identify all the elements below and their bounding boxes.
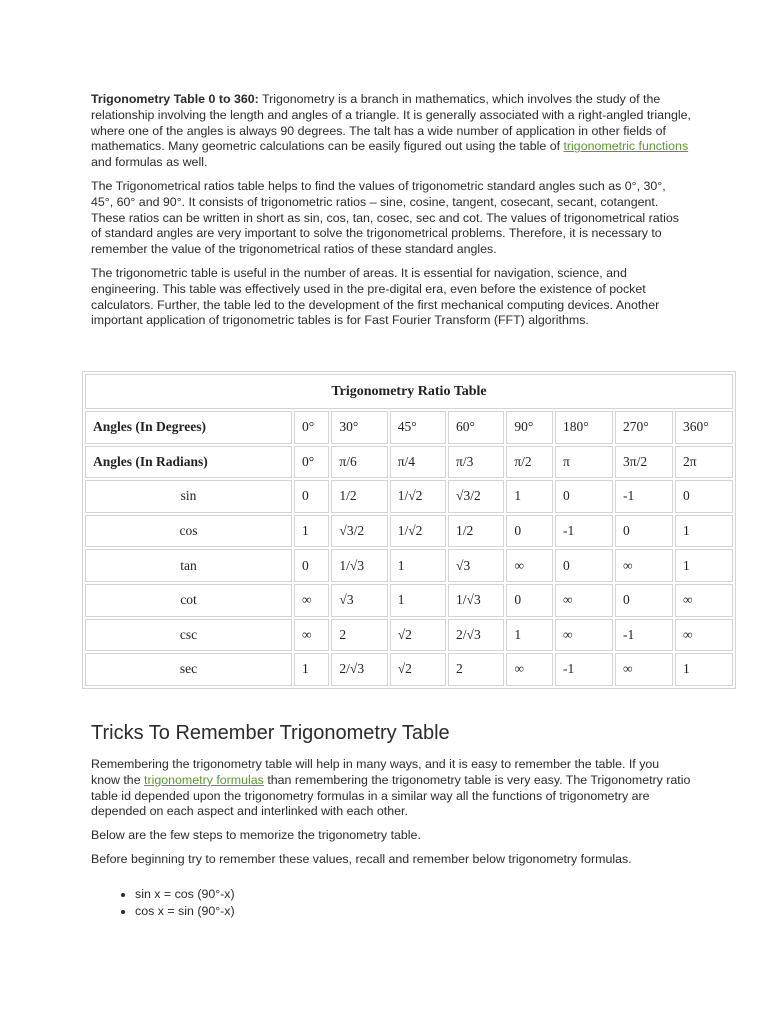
value-cell: ∞ — [294, 619, 329, 652]
value-cell: 2/√3 — [448, 619, 504, 652]
value-cell: √3 — [448, 549, 504, 582]
tricks-heading: Tricks To Remember Trigonometry Table — [91, 722, 450, 744]
trigonometry-formulas-link[interactable]: trigonometry formulas — [144, 772, 264, 787]
trig-table-container — [82, 371, 736, 689]
value-cell: 1/2 — [448, 515, 504, 548]
value-cell: 0 — [506, 515, 553, 548]
tricks-paragraph-3: Before beginning try to remember these values, recall and remember below trigonometry formulas. — [91, 851, 632, 866]
value-cell: -1 — [555, 515, 613, 548]
value-cell: ∞ — [506, 653, 553, 686]
table-row — [85, 549, 733, 582]
value-cell: 0 — [675, 480, 733, 513]
tricks-text-b: than remembering the trigonometry table is very easy. The Trigonometry ratio table id depended upon the trigonometry formulas in a similar way all the functions of trigonometry are depended on each aspect and interlinked with each other. — [91, 772, 691, 819]
intro-paragraph-1 — [91, 92, 691, 171]
degree-cell: 30° — [331, 411, 387, 444]
intro-paragraph-3: The trigonometric table is useful in the number of areas. It is essential for navigation, science, and engineering. This table was effectively used in the pre-digital era, even before the existence of pocket calculators. Further, the table led to the development of the first mechanical computing devices. Another important application of trigonometric tables is for Fast Fourier Transform (FFT) algorithms. — [91, 265, 660, 328]
degrees-row — [85, 411, 733, 444]
trigonometric-functions-link[interactable]: trigonometric functions — [563, 139, 689, 154]
radian-cell: π — [555, 446, 613, 479]
radian-cell: π/3 — [448, 446, 504, 479]
value-cell: 1/√3 — [331, 549, 387, 582]
value-cell: ∞ — [615, 549, 673, 582]
radian-cell: 3π/2 — [615, 446, 673, 479]
value-cell: 0 — [615, 515, 673, 548]
radians-row — [85, 446, 733, 479]
value-cell: 1/√2 — [390, 480, 446, 513]
intro-text-a: Trigonometry is a branch in mathematics, which involves the study of the relationship involving the length and angles of a triangle. It is generally associated with a right-angled triangle, where one of the angles is always 90 degrees. The talt has a wide number of application in other fields of mathematics. Many geometric calculations can be easily figured out using the table of — [91, 92, 691, 154]
table-row — [85, 653, 733, 686]
value-cell: ∞ — [675, 619, 733, 652]
value-cell: -1 — [615, 480, 673, 513]
intro-lead-bold: Trigonometry Table 0 to 360: — [91, 92, 259, 106]
list-item: • sin x = cos (90°-x) — [135, 886, 691, 903]
value-cell: 0 — [615, 584, 673, 617]
value-cell: √2 — [390, 653, 446, 686]
intro-paragraph-2: The Trigonometrical ratios table helps to find the values of trigonometric standard angles such as 0°, 30°, 45°, 60° and 90°. It consists of trigonometric ratios – sine, cosine, tangent, cosecant, secant, cotangent. These ratios can be written in short as sin, cos, tan, cosec, sec and cot. The values of trigonometrical ratios of standard angles are very important to solve the trigonometrical problems. Therefore, it is necessary to remember the value of the trigonometrical ratios of these standard angles. — [91, 178, 679, 257]
degree-cell: 0° — [294, 411, 329, 444]
value-cell: √3 — [331, 584, 387, 617]
value-cell: 1/√2 — [390, 515, 446, 548]
tricks-paragraph-2: Below are the few steps to memorize the trigonometry table. — [91, 828, 421, 843]
value-cell: 0 — [555, 480, 613, 513]
function-label: cot — [85, 584, 292, 617]
intro-section — [91, 92, 691, 337]
radian-cell: π/6 — [331, 446, 387, 479]
value-cell: 2/√3 — [331, 653, 387, 686]
degree-cell: 360° — [675, 411, 733, 444]
value-cell: 1 — [675, 549, 733, 582]
value-cell: 0 — [555, 549, 613, 582]
value-cell: ∞ — [675, 584, 733, 617]
radians-label: Angles (In Radians) — [85, 446, 292, 479]
value-cell: -1 — [615, 619, 673, 652]
function-label: csc — [85, 619, 292, 652]
value-cell: ∞ — [615, 653, 673, 686]
radian-cell: π/2 — [506, 446, 553, 479]
function-label: tan — [85, 549, 292, 582]
value-cell: 1 — [294, 515, 329, 548]
radian-cell: 0° — [294, 446, 329, 479]
value-cell: 0 — [294, 549, 329, 582]
table-title: Trigonometry Ratio Table — [85, 374, 733, 409]
radian-cell: 2π — [675, 446, 733, 479]
value-cell: 1/√3 — [448, 584, 504, 617]
value-cell: 2 — [331, 619, 387, 652]
function-label: cos — [85, 515, 292, 548]
tricks-text-a: Remembering the trigonometry table will help in many ways, and it is easy to remember the table. If you know the — [91, 757, 660, 787]
intro-text-b: and formulas as well. — [91, 155, 208, 170]
value-cell: √2 — [390, 619, 446, 652]
table-row — [85, 480, 733, 513]
value-cell: 1 — [506, 480, 553, 513]
table-row — [85, 515, 733, 548]
value-cell: -1 — [555, 653, 613, 686]
value-cell: 1 — [390, 549, 446, 582]
radian-cell: π/4 — [390, 446, 446, 479]
value-cell: ∞ — [506, 549, 553, 582]
value-cell: 1 — [390, 584, 446, 617]
value-cell: √3/2 — [448, 480, 504, 513]
value-cell: 0 — [294, 480, 329, 513]
value-cell: 1 — [294, 653, 329, 686]
value-cell: 1 — [506, 619, 553, 652]
function-label: sec — [85, 653, 292, 686]
value-cell: 1 — [675, 515, 733, 548]
tricks-paragraph-1 — [91, 757, 691, 820]
degree-cell: 90° — [506, 411, 553, 444]
list-item: • cos x = sin (90°-x) — [135, 903, 691, 920]
formula-list — [91, 886, 691, 920]
value-cell: 1/2 — [331, 480, 387, 513]
value-cell: ∞ — [555, 584, 613, 617]
degree-cell: 60° — [448, 411, 504, 444]
function-label: sin — [85, 480, 292, 513]
value-cell: 2 — [448, 653, 504, 686]
value-cell: 0 — [506, 584, 553, 617]
table-row — [85, 584, 733, 617]
table-title-row — [85, 374, 733, 409]
value-cell: ∞ — [555, 619, 613, 652]
value-cell: 1 — [675, 653, 733, 686]
tricks-section — [91, 757, 691, 920]
degree-cell: 180° — [555, 411, 613, 444]
table-row — [85, 619, 733, 652]
degrees-label: Angles (In Degrees) — [85, 411, 292, 444]
value-cell: √3/2 — [331, 515, 387, 548]
degree-cell: 45° — [390, 411, 446, 444]
trig-ratio-table — [82, 371, 736, 689]
value-cell: ∞ — [294, 584, 329, 617]
degree-cell: 270° — [615, 411, 673, 444]
